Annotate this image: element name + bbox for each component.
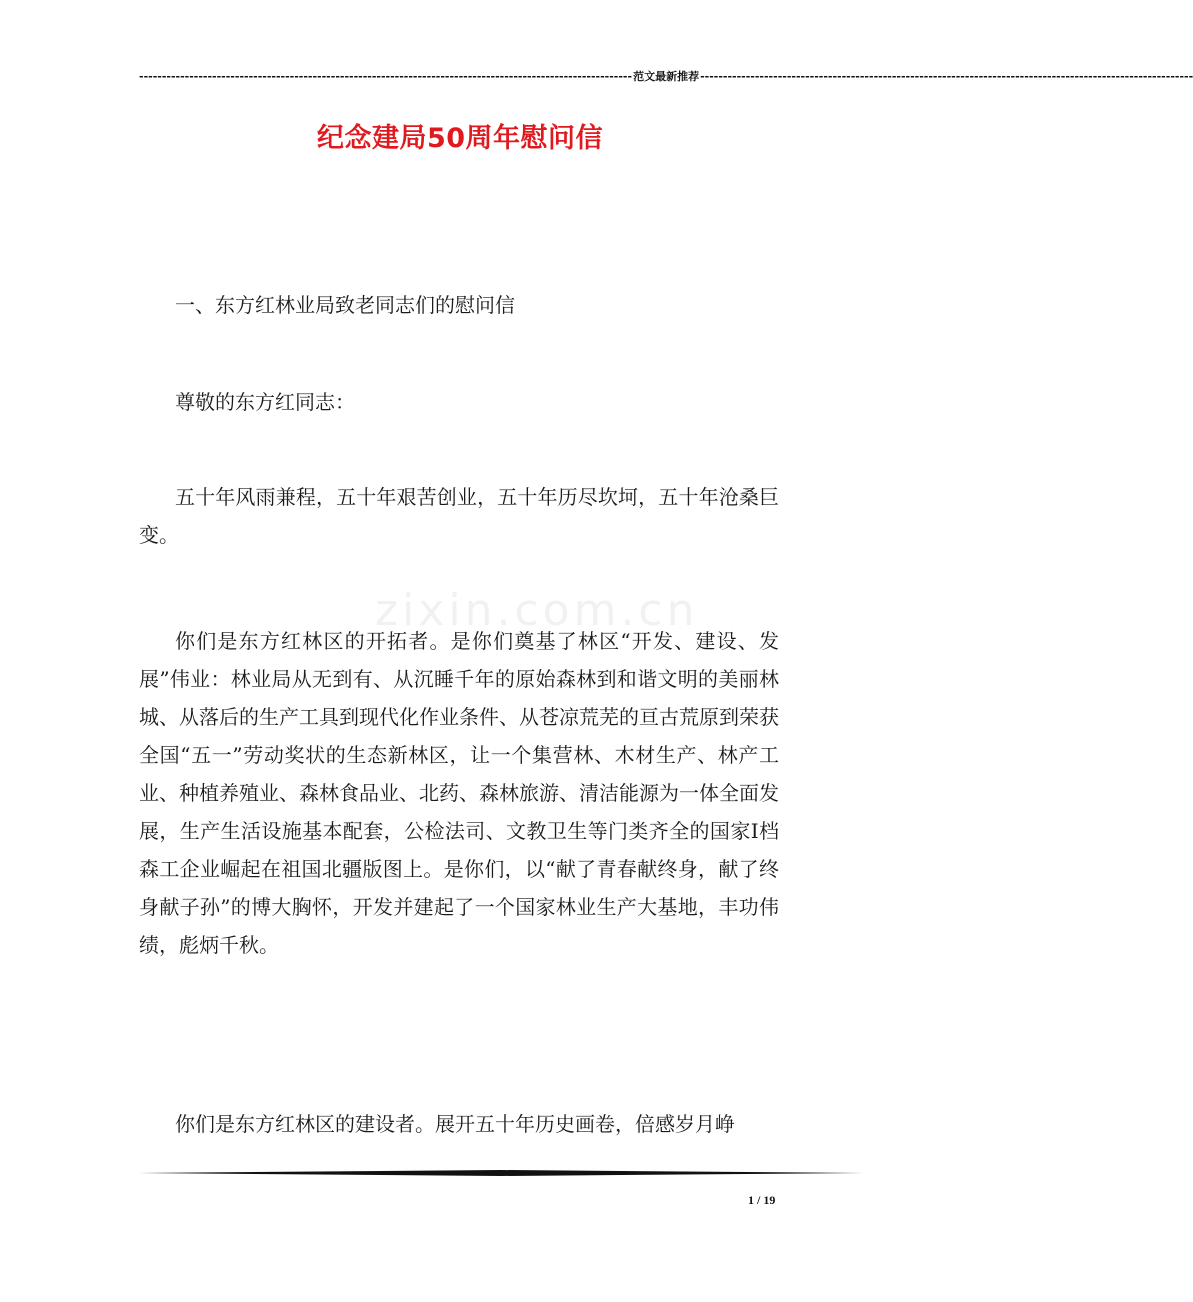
salutation: 尊敬的东方红同志： <box>175 390 355 414</box>
paragraph: 一、东方红林业局致老同志们的慰问信 <box>175 293 515 317</box>
document-title: 纪念建局50周年慰问信 <box>316 123 604 154</box>
paragraph: 你们是东方红林区的开拓者。是你们奠基了林区“开发、建设、发展”伟业：林业局从无到有、从沉睡千年的原始森林到和谐文明的美丽林城、从落后的生产工具到现代化作业条件、从苍凉荒芜的亘古荒原到荣获全国“五一”劳动奖状的生态新林区，让一个集营林、木材生产、林产工业、种植养殖业、森林食品业、北药、森林旅游、清洁能源为一体全面发展，生产生活设施基本配套，公检法司、文教卫生等门类齐全的国家Ⅰ档森工企业崛起在祖国北疆版图上。是你们，以“献了青春献终身，献了终身献子孙”的博大胸怀，开发并建起了一个国家林业生产大基地，丰功伟绩，彪炳千秋。 <box>139 629 779 957</box>
page-number: 1 / 19 <box>748 1193 776 1207</box>
salutation-block <box>139 383 779 421</box>
intro-block <box>139 478 779 554</box>
section-heading <box>139 286 779 324</box>
pioneer-block <box>139 622 779 964</box>
header-rule-right: ------------------------------------------------------------------------------------------------------------ <box>700 69 1193 83</box>
paragraph: 你们是东方红林区的建设者。展开五十年历史画卷，倍感岁月峥 <box>175 1112 735 1136</box>
page-header <box>139 66 1193 86</box>
paragraph: 五十年风雨兼程，五十年艰苦创业，五十年历尽坎坷，五十年沧桑巨变。 <box>139 485 779 547</box>
builder-block <box>139 1105 779 1143</box>
header-rule-left: ------------------------------------------------------------------------------------------------------------ <box>139 69 633 83</box>
footer-divider <box>139 1170 863 1176</box>
watermark: zixin.com.cn <box>375 585 699 636</box>
header-label: 范文最新推荐 <box>633 70 700 83</box>
